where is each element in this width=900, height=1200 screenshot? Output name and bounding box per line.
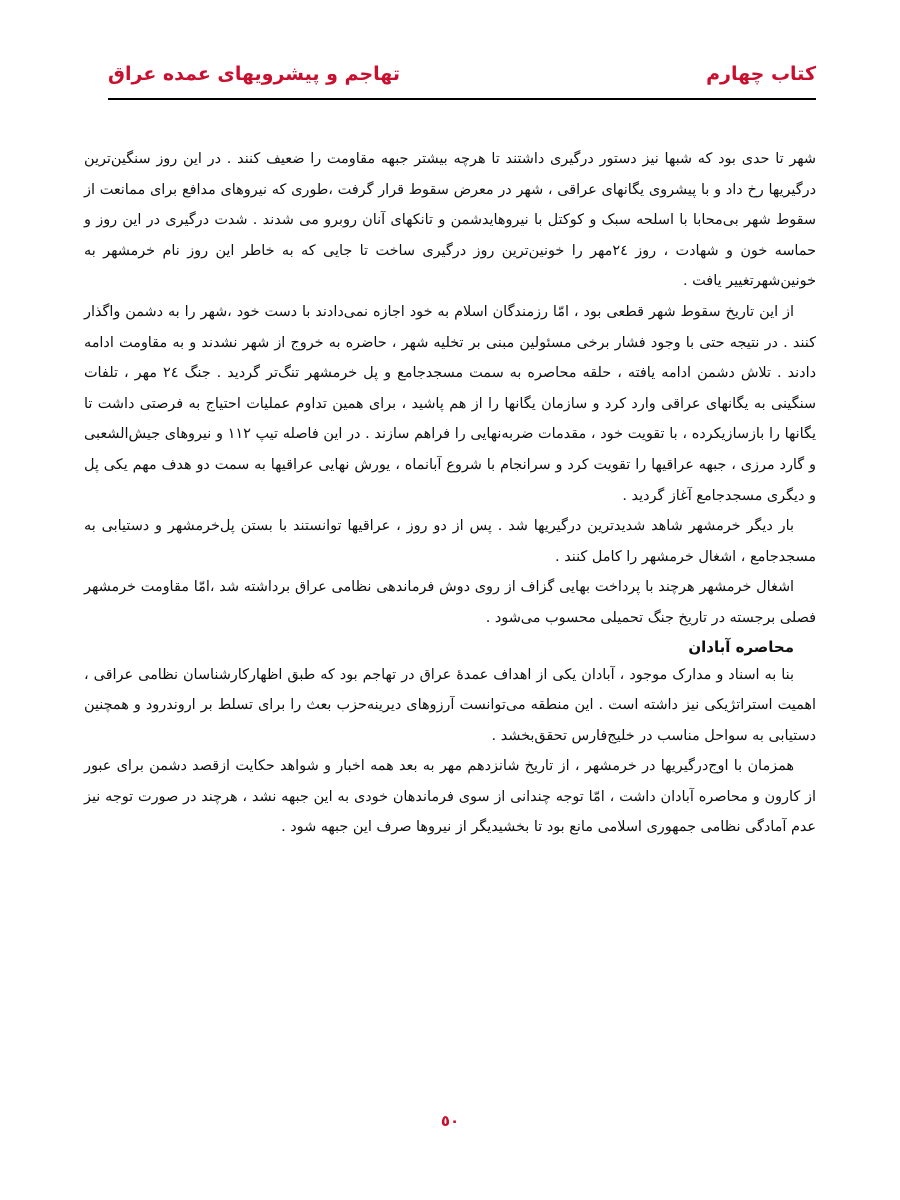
page-header: [108, 56, 816, 100]
paragraph: شهر تا حدی بود که شبها نیز دستور درگیری داشتند تا هرچه بیشتر جبهه مقاومت را ضعیف کنند . در این روز سنگین‌ترین درگیریها رخ داد و با پیشروی یگانهای عراقی ، شهر در معرض سقوط قرار گرفت ،طوری که نیروهای مدافع برای ممانعت از سقوط شهر بی‌محابا با اسلحه سبک و کوکتل با نیروهایدشمن و تانکهای آنان روبرو می شدند . شدت درگیری در این روز و حماسه خون و شهادت ، روز ٢٤مهر را خونین‌ترین روز درگیری ساخت تا جایی که به خاطر این روز نام خرمشهر به خونین‌شهرتغییر یافت .: [84, 151, 816, 290]
book-title: کتاب چهارم: [706, 63, 816, 85]
section-heading: محاصره آبادان: [688, 637, 794, 656]
paragraph: از این تاریخ سقوط شهر قطعی بود ، امّا رزمندگان اسلام به خود اجازه نمی‌دادند با دست خود ،شهر را به دشمن واگذار کنند . در نتیجه حتی با وجود فشار برخی مسئولین مبنی بر تخلیه شهر ، حاضره به خروج از شهر نشدند و به مقاومت ادامه دادند . تلاش دشمن ادامه یافته ، حلقه محاصره به سمت مسجدجامع و پل خرمشهر تنگ‌تر گردید . جنگ ٢٤ مهر ، تلفات سنگینی به یگانهای عراقی وارد کرد و سازمان یگانها را از هم پاشید ، برای همین تداوم عملیات احتیاج به فرصتی داشت تا یگانها را بازسازیکرده ، با تقویت خود ، مقدمات ضربه‌نهایی را فراهم سازند . در این فاصله تیپ ١١٢ و نیروهای جیش‌الشعبی و گارد مرزی ، جبهه عراقیها را تقویت کرد و سرانجام با شروع آبانماه ، یورش نهایی عراقیها به سمت دو هدف مهم یکی پل و دیگری مسجدجامع آغاز گردید .: [84, 303, 817, 504]
paragraph: بنا به اسناد و مدارک موجود ، آبادان یکی از اهداف عمدهٔ عراق در تهاجم بود که طبق اظهارکارشناسان نظامی عراقی ، اهمیت استراتژیکی نیز داشته است . این منطقه می‌توانست آرزوهای دیرینه‌حزب بعث را برای تسلط بر اروندرود و همچنین دستیابی به سواحل مناسب در خلیج‌فارس تحقق‌بخشد .: [84, 666, 816, 744]
chapter-title: تهاجم و پیشرویهای عمده عراق: [108, 63, 400, 85]
page-number: ٥٠: [440, 1112, 460, 1130]
body-text: [84, 144, 816, 843]
paragraph: بار دیگر خرمشهر شاهد شدیدترین درگیریها شد . پس از دو روز ، عراقیها توانستند با بستن پل‌خرمشهر و دستیابی به مسجدجامع ، اشغال خرمشهر را کامل کنند .: [84, 518, 816, 565]
paragraph: همزمان با اوج‌درگیریها در خرمشهر ، از تاریخ شانزدهم مهر به بعد همه اخبار و شواهد حکایت ازقصد دشمن برای عبور از کارون و محاصره آبادان داشت ، امّا توجه چندانی از سوی فرماندهان خودی به این جبهه نشد ، هرچند در صورت توجه نیز عدم آمادگی نظامی جمهوری اسلامی مانع بود تا بخشیدیگر از نیروها صرف این جبهه شود .: [84, 758, 816, 836]
paragraph: اشغال خرمشهر هرچند با پرداخت بهایی گزاف از روی دوش فرماندهی نظامی عراق برداشته شد ،امّا مقاومت خرمشهر فصلی برجسته در تاریخ جنگ تحمیلی محسوب می‌شود .: [84, 579, 816, 626]
